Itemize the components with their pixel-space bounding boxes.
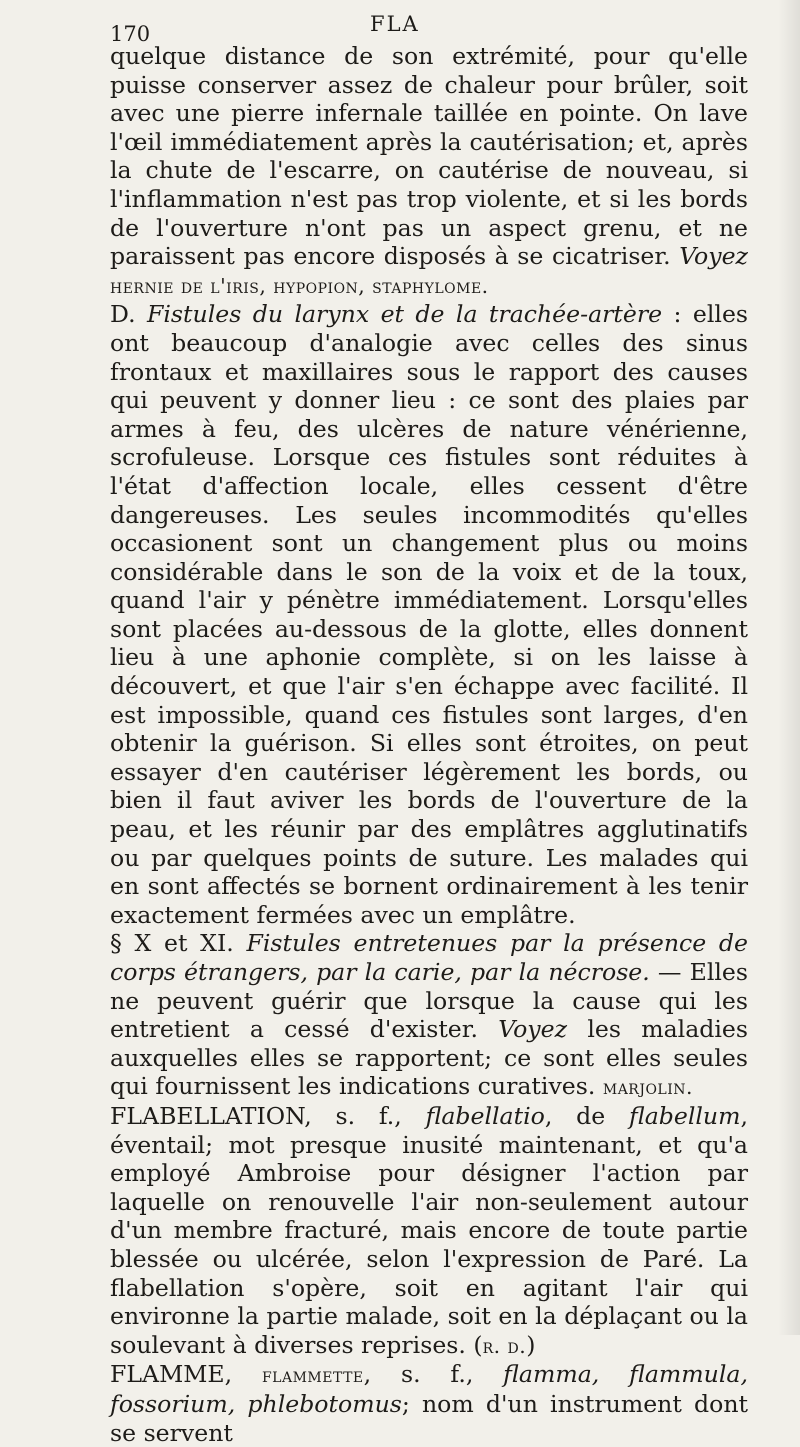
text-run: flammette <box>261 1363 364 1388</box>
text-run: Fistules du larynx et de la trachée-artère <box>147 300 663 329</box>
text-run: D. <box>110 300 147 329</box>
running-head <box>110 12 748 46</box>
paragraph-flabellation <box>110 1102 748 1360</box>
paragraph-cauterisation <box>110 42 748 300</box>
body-text <box>110 42 748 1447</box>
text-run: Fistules entretenues par la présence de corps étrangers, par la carie, par la nécrose. <box>110 929 748 986</box>
paragraph-flamme <box>110 1360 748 1447</box>
text-run: hernie de l'iris, hypopion, staphylome. <box>110 273 489 298</box>
page-number: 170 <box>110 22 151 46</box>
paragraph-fistules-larynx <box>110 300 748 929</box>
text-run: flamma, flammula, fossorium, phlebotomus <box>110 1360 748 1418</box>
text-run: Voyez <box>498 1015 568 1044</box>
text-run: flabellatio <box>425 1101 545 1130</box>
text-run: , éventail; mot presque inusité maintenant, et qu'a employé Ambroise pour désigner l'action par laquelle on renouvelle l'air non-seulement autour d'un membre fracturé, mais encore de toute partie blessée ou ulcérée, selon l'expression de Paré. La flabellation s'opère, soit en agitant l'air qui environne la partie malade, soit en la déplaçant ou la soulevant à diverses reprises. ( <box>110 1101 748 1359</box>
text-run: — Elles ne peuvent guérir que lorsque la cause qui les entretient a cessé d'exister. <box>110 958 748 1044</box>
text-run: , s. f., <box>363 1360 504 1389</box>
text-run: , <box>224 1360 262 1389</box>
text-run: ) <box>526 1330 536 1359</box>
page-edge-shadow <box>778 0 800 1335</box>
text-run: § X et XI. <box>110 929 247 958</box>
text-run: r. d. <box>482 1333 527 1358</box>
text-run: FLABELLATION <box>110 1101 305 1130</box>
text-run: Voyez <box>679 242 748 271</box>
text-run: , de <box>544 1101 629 1130</box>
paragraph-fistules-corps-etrangers <box>110 929 748 1102</box>
text-run: flabellum <box>628 1101 741 1130</box>
text-run: marjolin. <box>602 1075 693 1100</box>
running-head-title: FLA <box>370 12 420 36</box>
text-run: les maladies auxquelles elles se rapportent; ce sont elles seules qui fournissent les indications curatives. <box>110 1015 748 1101</box>
text-run: : elles ont beaucoup d'analogie avec celles des sinus frontaux et maxillaires sous le rapport des causes qui peuvent y donner lieu : ce sont des plaies par armes à feu, des ulcères de nature vénérienne, scrofuleuse. Lorsque ces fistules sont réduites à l'état d'affection locale, elles cessent d'être dangereuses. Les seules incommodités qu'elles occasionent sont un changement plus ou moins considérable dans le son de la voix et de la toux, quand l'air y pénètre immédiatement. Lorsqu'elles sont placées au-dessous de la glotte, elles donnent lieu à une aphonie complète, si on les laisse à découvert, et que l'air s'en échappe avec facilité. Il est impossible, quand ces fistules sont larges, d'en obtenir la guérison. Si elles sont étroites, on peut essayer d'en cautériser légèrement les bords, ou bien il faut aviver les bords de l'ouverture de la peau, et les réunir par des emplâtres agglutinatifs ou par quelques points de suture. Les malades qui en sont affectés se bornent ordinairement à les tenir exactement fermées avec un emplâtre. <box>110 300 749 929</box>
text-run: FLAMME <box>110 1360 225 1389</box>
text-run: ; nom d'un instrument dont se servent <box>110 1389 748 1447</box>
text-run: quelque distance de son extrémité, pour qu'elle puisse conserver assez de chaleur pour brûler, soit avec une pierre infernale taillée en pointe. On lave l'œil immédiatement après la cautérisation; et, après la chute de l'escarre, on cautérise de nouveau, si l'inflammation n'est pas trop violente, et si les bords de l'ouverture n'ont pas un aspect grenu, et ne paraissent pas encore disposés à se cicatriser. <box>110 42 748 271</box>
text-run: , s. f., <box>304 1101 426 1130</box>
